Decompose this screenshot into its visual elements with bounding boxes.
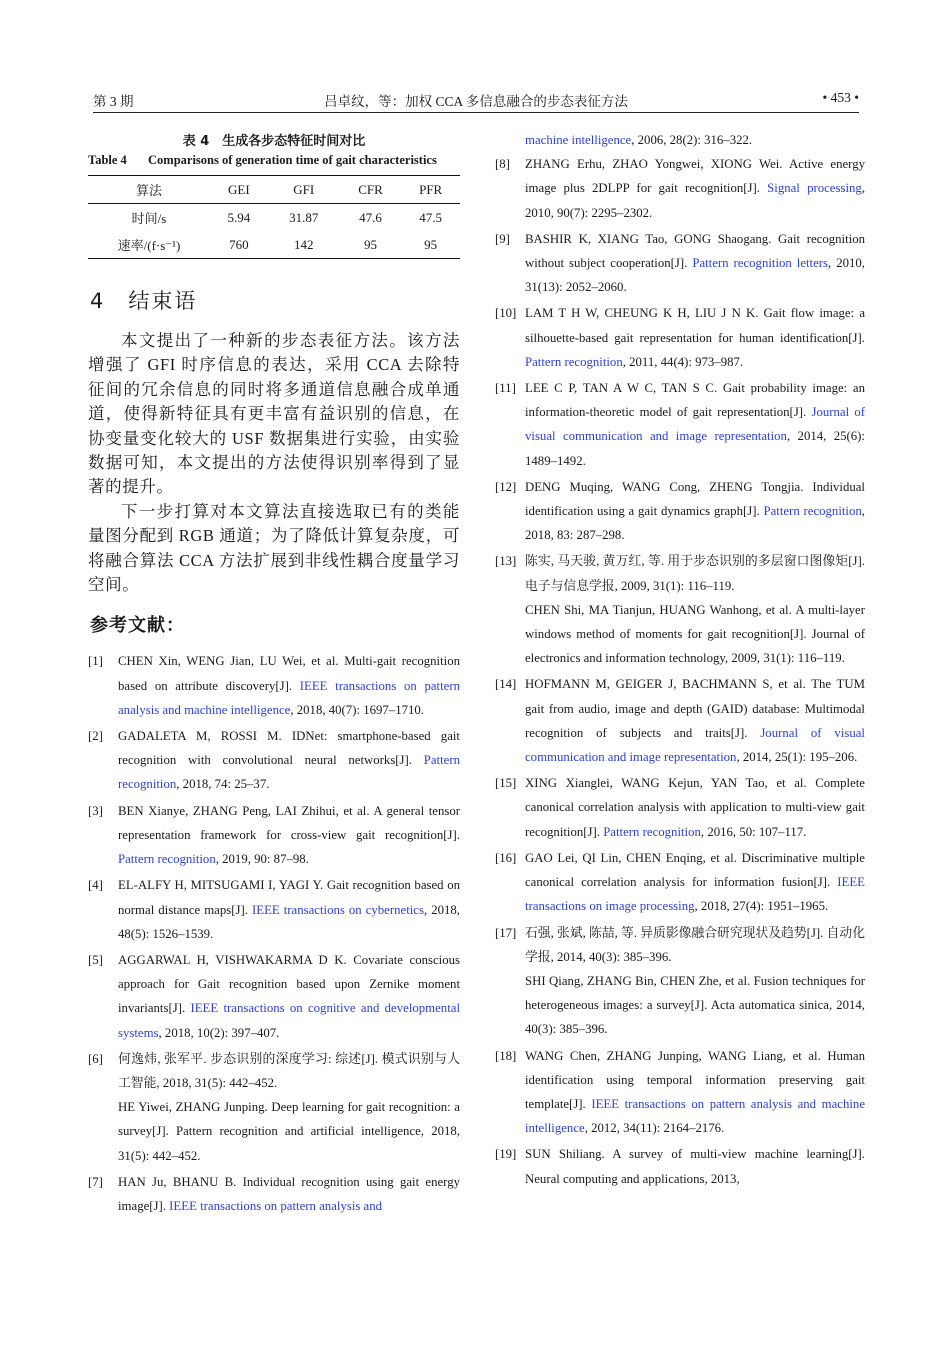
journal-link[interactable]: IEEE transactions on cybernetics <box>251 902 424 917</box>
reference-tail: , 2018, 74: 25–37. <box>176 777 270 792</box>
reference-item <box>495 846 865 919</box>
table-caption-en <box>88 151 460 169</box>
reference-text: HOFMANN M, GEIGER J, BACHMANN S, et al. The TUM gait from audio, image and depth (GAID) database: Multimodal recognition of subjects and traits[J]. <box>525 677 865 740</box>
reference-tail: , 2018, 48(5): 1526–1539. <box>118 902 460 941</box>
table-cell: 47.6 <box>359 209 382 225</box>
journal-link[interactable]: IEEE transactions on pattern analysis and machine intelligence <box>525 1096 865 1136</box>
reference-item <box>88 649 460 722</box>
reference-item <box>88 1170 460 1218</box>
reference-item <box>495 771 865 844</box>
table-label: Table 4 <box>88 153 127 167</box>
journal-link[interactable]: IEEE transactions on pattern analysis and <box>169 1198 383 1213</box>
reference-item <box>88 873 460 946</box>
reference-tail: , 2018, 27(4): 1951–1965. <box>694 899 829 914</box>
table-cell: 时间/s <box>131 211 167 226</box>
reference-tail: , 2012, 34(11): 2164–2176. <box>584 1121 725 1136</box>
table-cell: 760 <box>229 236 249 252</box>
reference-tail: , 2018, 83: 287–298. <box>525 504 865 543</box>
running-header <box>93 88 859 113</box>
future-work-paragraph: 下一步打算对本文算法直接选取已有的类能量图分配到 RGB 通道；为了降低计算复杂度，可将融合算法 CCA 方法扩展到非线性耦合度量学习空间。 <box>88 501 460 595</box>
journal-link[interactable]: Pattern recognition <box>525 354 623 369</box>
reference-item <box>495 672 865 769</box>
reference-number: [12] <box>495 479 517 494</box>
reference-item <box>495 549 865 670</box>
table-header-cell: 算法 <box>135 183 162 198</box>
reference-tail: , 2014, 25(1): 195–206. <box>736 750 858 765</box>
references-list-right <box>495 128 865 1191</box>
journal-link[interactable]: Journal of visual communication and image representation <box>525 725 865 765</box>
reference-number: [16] <box>495 850 517 865</box>
reference-number: [1] <box>88 654 103 669</box>
table-header-cell: PFR <box>419 181 443 197</box>
reference-text: XING Xianglei, WANG Kejun, YAN Tao, et al. Complete canonical correlation analysis with application to multi-view gait recognition[J]. <box>525 776 865 839</box>
references-list-left <box>88 649 460 1218</box>
reference-translation: SHI Qiang, ZHANG Bin, CHEN Zhe, et al. Fusion techniques for heterogeneous images: a survey[J]. Acta automatica sinica, 2014, 40(3): 385–396. <box>525 973 865 1037</box>
table-header-row <box>88 176 460 204</box>
reference-text: 石强, 张斌, 陈喆, 等. 异质影像融合研究现状及趋势[J]. 自动化学报, 2014, 40(3): 385–396. <box>525 925 865 964</box>
journal-link[interactable]: Pattern recognition <box>763 504 862 519</box>
journal-link[interactable]: Signal processing <box>767 181 862 196</box>
reference-item <box>495 376 865 473</box>
table-header-cell: GFI <box>293 181 315 197</box>
reference-number: [2] <box>88 729 103 744</box>
reference-number: [14] <box>495 677 517 692</box>
reference-text: HAN Ju, BHANU B. Individual recognition using gait energy image[J]. <box>118 1174 460 1213</box>
reference-text: 何逸炜, 张军平. 步态识别的深度学习: 综述[J]. 模式识别与人工智能, 2018, 31(5): 442–452. <box>118 1051 460 1090</box>
table-cell: 142 <box>293 236 314 252</box>
journal-link[interactable]: machine intelligence <box>525 133 632 147</box>
reference-tail: , 2011, 44(4): 973–987. <box>622 354 744 369</box>
table-cell: 95 <box>363 236 377 252</box>
reference-item <box>495 1044 865 1141</box>
reference-item <box>88 724 460 797</box>
references-title: 参考文献： <box>90 615 185 637</box>
running-title: 吕卓纹，等：加权 CCA 多信息融合的步态表征方法 <box>324 94 628 109</box>
table-caption-text: Comparisons of generation time of gait characteristics <box>148 153 437 167</box>
reference-tail: , 2010, 31(13): 2052–2060. <box>525 256 865 295</box>
reference-text: AGGARWAL H, VISHWAKARMA D K. Covariate conscious approach for Gait recognition based upon Zernike moment invariants[J]. <box>118 952 460 1016</box>
reference-text: GADALETA M, ROSSI M. IDNet: smartphone-based gait recognition with convolutional neural networks[J]. <box>118 729 460 768</box>
reference-text: WANG Chen, ZHANG Junping, WANG Liang, et al. Human identification using temporal information preserving gait template[J]. <box>525 1048 865 1111</box>
table-row <box>88 231 460 259</box>
reference-text: LAM T H W, CHEUNG K H, LIU J N K. Gait flow image: a silhouette-based gait representation for human identification[J]. <box>525 306 865 345</box>
table-cell: 95 <box>424 236 438 252</box>
reference-number: [8] <box>495 157 510 172</box>
reference-number: [10] <box>495 306 517 321</box>
reference-number: [18] <box>495 1048 517 1063</box>
table-row <box>88 204 460 232</box>
reference-number: [6] <box>88 1051 103 1066</box>
reference-number: [7] <box>88 1174 103 1189</box>
reference-text: LEE C P, TAN A W C, TAN S C. Gait probability image: an information-theoretic model of gait representation[J]. <box>525 381 865 420</box>
reference-continuation <box>495 128 865 152</box>
reference-tail: , 2018, 40(7): 1697–1710. <box>290 702 424 717</box>
table-cell: 5.94 <box>227 209 251 225</box>
reference-text: SUN Shiliang. A survey of multi-view machine learning[J]. Neural computing and applications, 2013, <box>525 1147 865 1186</box>
reference-text: CHEN Xin, WENG Jian, LU Wei, et al. Multi-gait recognition based on attribute discovery[J]. <box>118 654 460 693</box>
reference-tail: , 2018, 10(2): 397–407. <box>158 1025 280 1040</box>
reference-number: [13] <box>495 554 517 569</box>
reference-text: 陈实, 马天骏, 黄万红, 等. 用于步态识别的多层窗口图像矩[J]. 电子与信息学报, 2009, 31(1): 116–119. <box>525 554 865 593</box>
table-cell: 31.87 <box>289 209 319 225</box>
reference-number: [3] <box>88 803 103 818</box>
reference-item <box>495 475 865 548</box>
reference-translation: CHEN Shi, MA Tianjun, HUANG Wanhong, et al. A multi-layer windows method of moments for gait recognition[J]. Journal of electronics and information technology, 2009, 31(1): 116–119. <box>525 602 865 666</box>
table-caption-cn: 表 4 生成各步态特征时间对比 <box>182 134 366 149</box>
reference-tail: , 2019, 90: 87–98. <box>215 852 309 867</box>
table-header-cell: CFR <box>358 181 383 197</box>
journal-link[interactable]: Journal of visual communication and image representation <box>525 405 865 444</box>
reference-text: BASHIR K, XIANG Tao, GONG Shaogang. Gait recognition without subject cooperation[J]. <box>525 231 865 271</box>
reference-number: [19] <box>495 1147 517 1162</box>
reference-number: [15] <box>495 776 517 791</box>
reference-text: DENG Muqing, WANG Cong, ZHENG Tongjia. Individual identification using a gait dynamics graph[J]. <box>525 479 865 519</box>
issue-number: 第 3 期 <box>93 94 134 109</box>
reference-text: EL-ALFY H, MITSUGAMI I, YAGI Y. Gait recognition based on normal distance maps[J]. <box>118 878 460 917</box>
reference-item <box>88 1047 460 1168</box>
journal-link[interactable]: IEEE transactions on pattern analysis and machine intelligence <box>118 678 460 717</box>
journal-link[interactable]: IEEE transactions on image processing <box>525 875 865 914</box>
reference-item <box>88 948 460 1045</box>
reference-text: ZHANG Erhu, ZHAO Yongwei, XIONG Wei. Active energy image plus 2DLPP for gait recognition[J]. <box>525 157 865 196</box>
reference-translation: HE Yiwei, ZHANG Junping. Deep learning for gait recognition: a survey[J]. Pattern recognition and artificial intelligence, 2018, 31(5): 442–452. <box>118 1100 460 1163</box>
journal-link[interactable]: Pattern recognition <box>603 824 701 839</box>
reference-item <box>495 227 865 300</box>
reference-item <box>88 799 460 872</box>
journal-link[interactable]: Pattern recognition letters <box>692 256 829 271</box>
reference-number: [17] <box>495 925 517 940</box>
generation-time-table <box>88 175 460 259</box>
reference-number: [9] <box>495 231 510 246</box>
reference-number: [5] <box>88 952 103 967</box>
journal-link[interactable]: Pattern recognition <box>118 852 216 867</box>
reference-text: GAO Lei, QI Lin, CHEN Enqing, et al. Discriminative multiple canonical correlation analysis for information fusion[J]. <box>525 850 865 890</box>
references-right-items <box>495 152 865 1191</box>
reference-number: [4] <box>88 878 103 893</box>
reference-tail: , 2006, 28(2): 316–322. <box>631 133 753 147</box>
reference-tail: , 2014, 25(6): 1489–1492. <box>525 429 865 468</box>
reference-tail: , 2016, 50: 107–117. <box>700 824 807 839</box>
journal-link[interactable]: IEEE transactions on cognitive and developmental systems <box>118 1001 460 1040</box>
left-column <box>88 128 460 1307</box>
page-number: • 453 • <box>822 90 859 105</box>
table-header-cell: GEI <box>228 181 250 197</box>
table-cell: 速率/(f·s⁻¹) <box>117 238 181 253</box>
reference-item <box>495 1142 865 1190</box>
journal-link[interactable]: Pattern recognition <box>118 753 460 792</box>
reference-number: [11] <box>495 381 516 396</box>
section-title: 4 结束语 <box>90 289 198 313</box>
table-cell: 47.5 <box>419 209 443 225</box>
reference-item <box>495 301 865 374</box>
conclusion-paragraph: 本文提出了一种新的步态表征方法。该方法增强了 GFI 时序信息的表达，采用 CCA 去除特征间的冗余信息的同时将多通道信息融合成单通道，使得新特征具有更丰富有益识别的信息，在协变量变化较大的 USF 数据集进行实验，由实验数据可知，本文提出的方法使得识别率得到了显著的提升。 <box>88 331 460 497</box>
reference-item <box>495 152 865 225</box>
reference-tail: , 2010, 90(7): 2295–2302. <box>525 181 866 220</box>
reference-text: BEN Xianye, ZHANG Peng, LAI Zhihui, et al. A general tensor representation framework for cross-view gait recognition[J]. <box>118 803 460 842</box>
right-column <box>495 128 865 1307</box>
reference-item <box>495 921 865 1042</box>
